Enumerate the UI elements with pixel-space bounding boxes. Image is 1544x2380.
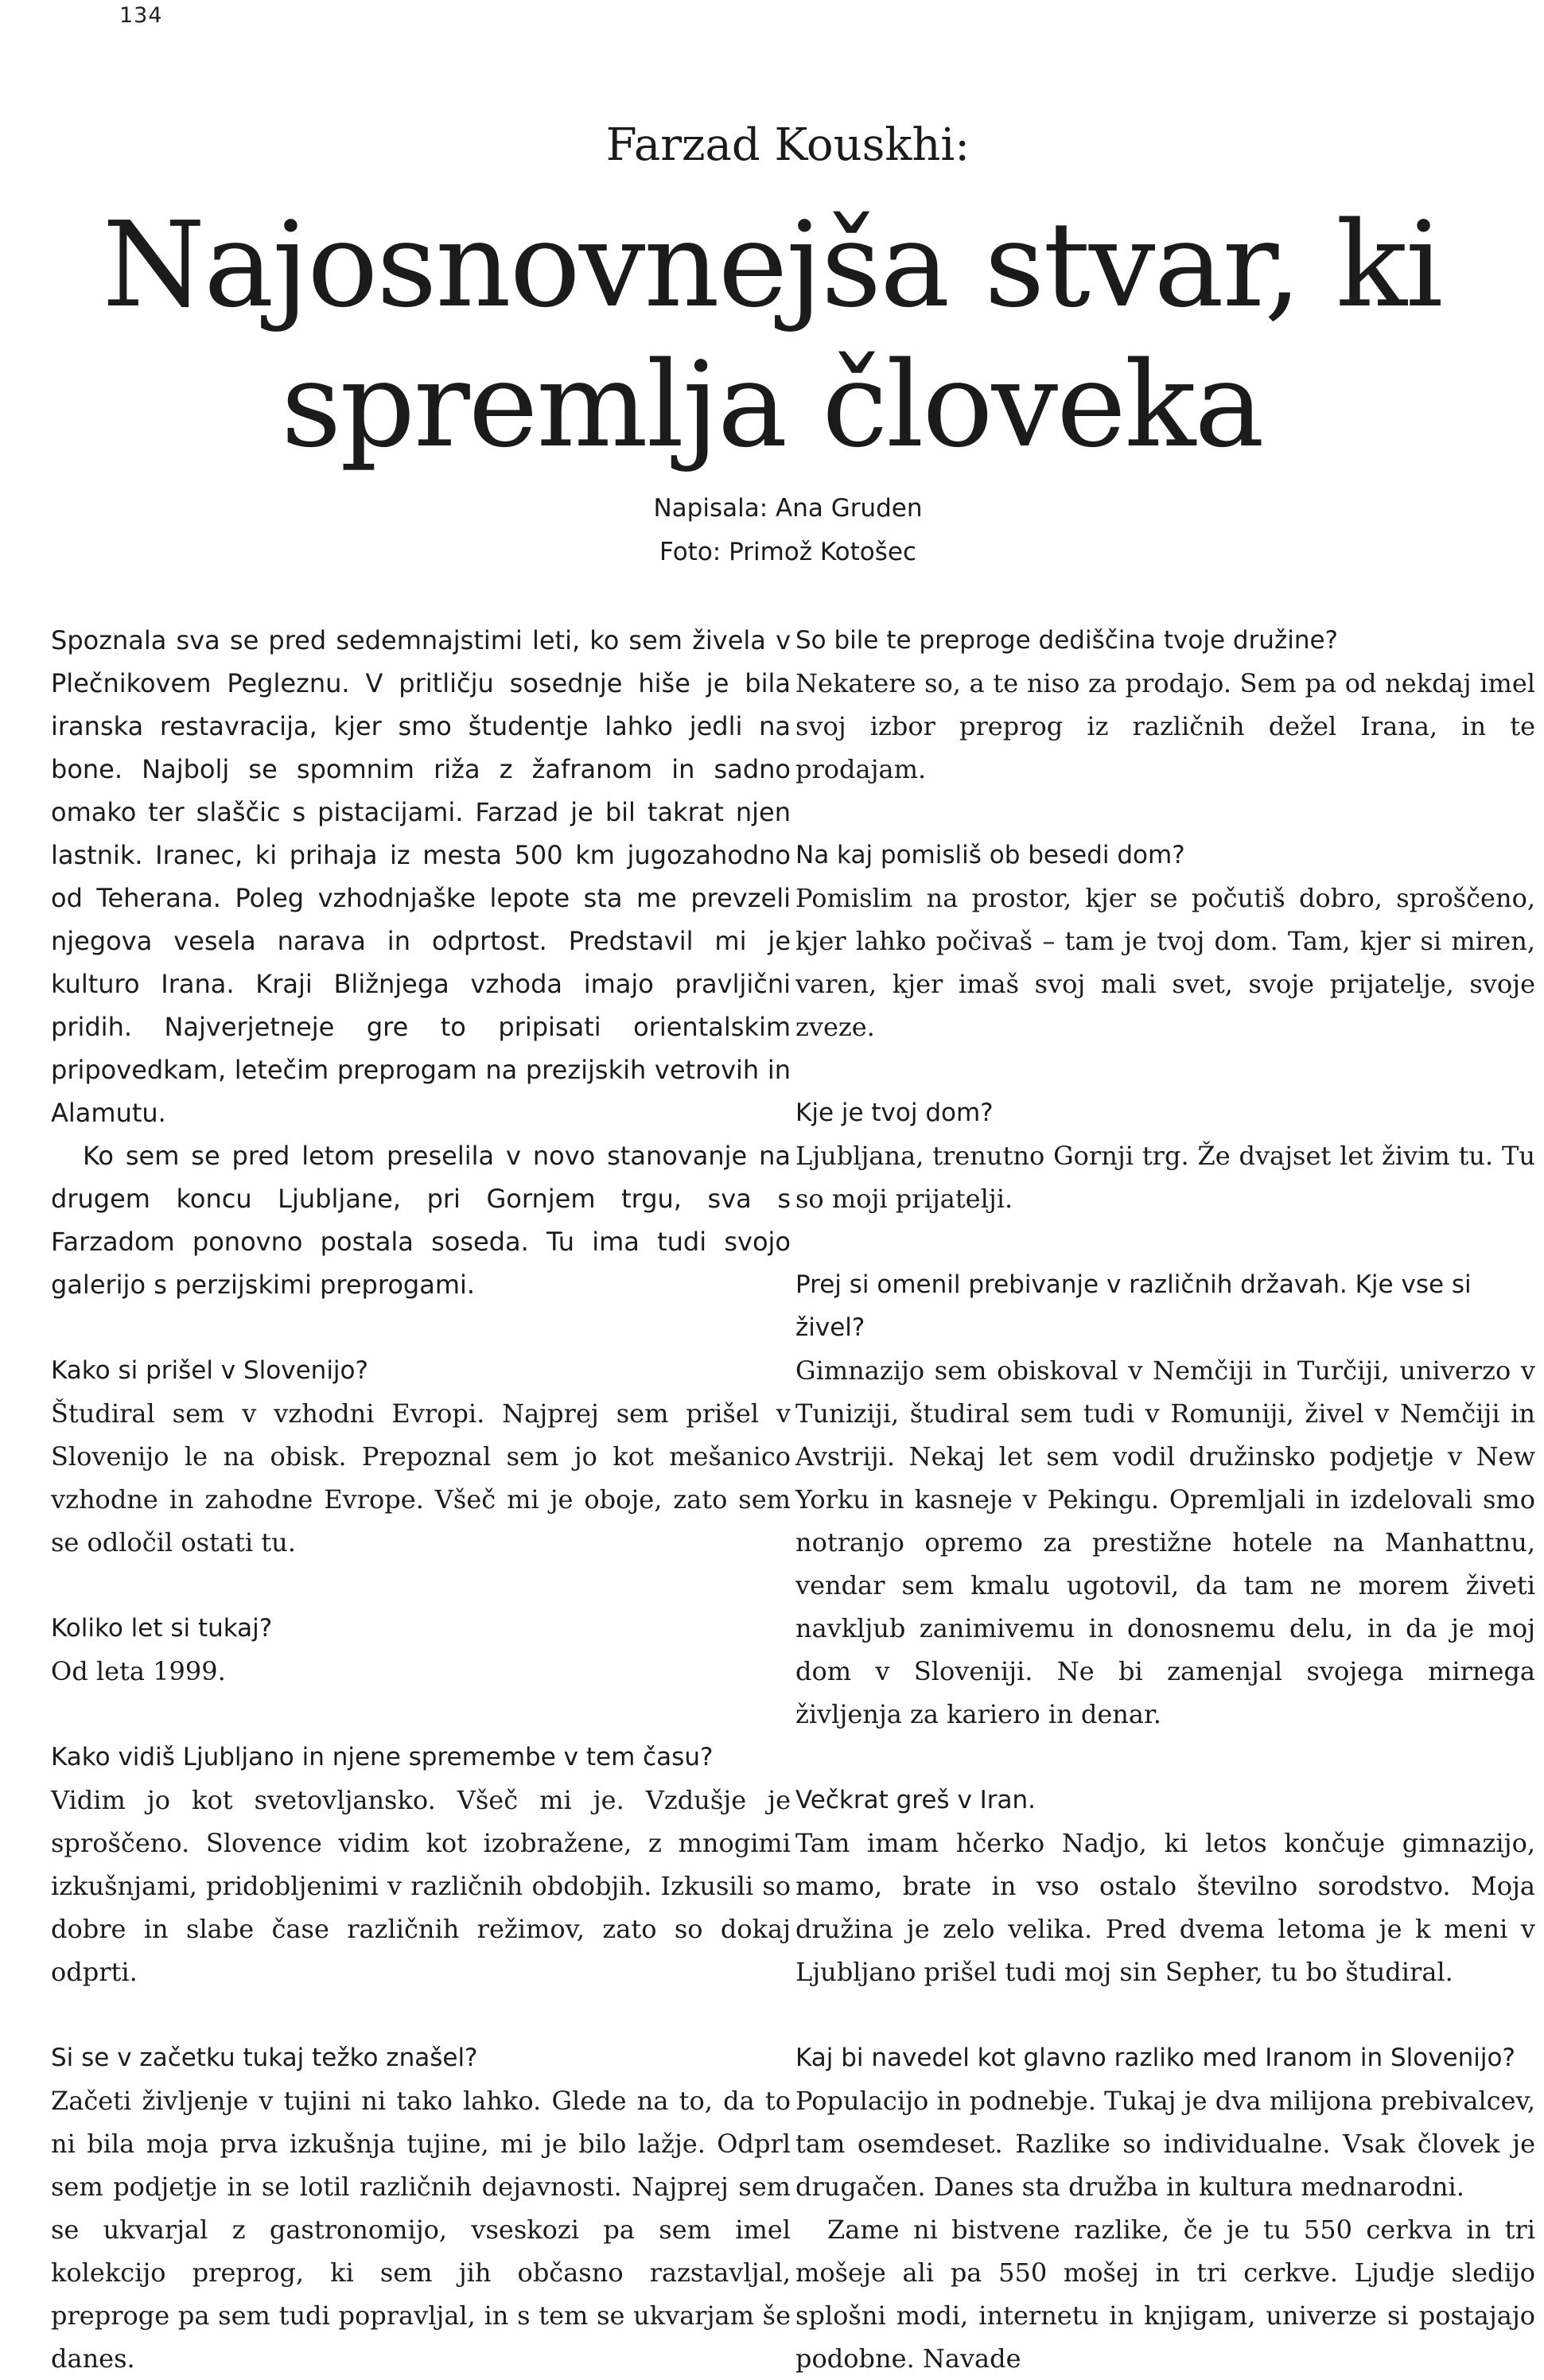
qa-block: [795, 1263, 1535, 1736]
question: Prej si omenil prebivanje v različnih državah. Kje vse si živel?: [795, 1270, 1472, 1342]
qa-block: [795, 619, 1535, 791]
answer: Populacijo in podnebje. Tukaj je dva milijona prebivalcev, tam osemdeset. Razlike so individualne. Vsak človek je drugačen. Danes sta družba in kultura mednarodni.: [795, 2086, 1535, 2202]
answer: Vidim jo kot svetovljansko. Všeč mi je. Vzdušje je sproščeno. Slovence vidim kot izobražene, z mnogimi izkušnjami, pridobljenimi v različnih obdobjih. Izkusili so dobre in slabe čase različnih režimov, zato so dokaj odprti.: [51, 1785, 791, 1987]
question: Kako si prišel v Slovenijo?: [51, 1356, 368, 1385]
qa-block: [795, 1091, 1535, 1220]
intro-paragraph-2: Ko sem se pred letom preselila v novo stanovanje na drugem koncu Ljubljane, pri Gornjem trgu, sva s Farzadom ponovno postala soseda. Tu ima tudi svojo galerijo s perzijskimi preprogami.: [51, 1141, 791, 1300]
question: So bile te preproge dediščina tvoje družine?: [795, 626, 1339, 655]
qa-block: [795, 1779, 1535, 1993]
byline-author: Napisala: Ana Gruden: [653, 494, 923, 523]
qa-block: [51, 2036, 791, 2380]
answer: Gimnazijo sem obiskoval v Nemčiji in Turčiji, univerzo v Tuniziji, študiral sem tudi v Romuniji, živel v Nemčiji in Avstriji. Nekaj let sem vodil družinsko podjetje v New Yorku in kasneje v Pekingu. Opremljali in izdelovali smo notranjo opremo za prestižne hotele na Manhattnu, vendar sem kmalu ugotovil, da tam ne morem živeti navkljub zanimivemu in donosnemu delu, in da je moj dom v Sloveniji. Ne bi zamenjal svojega mirnega življenja za kariero in denar.: [795, 1355, 1535, 1729]
title-line-1: Najosnovnejša stvar, ki: [102, 196, 1442, 333]
question: Kako vidiš Ljubljano in njene spremembe v tem času?: [51, 1743, 714, 1771]
answer: Začeti življenje v tujini ni tako lahko. Glede na to, da to ni bila moja prva izkušnja tujine, mi je bilo lažje. Odprl sem podjetje in se lotil različnih dejavnosti. Najprej sem se ukvarjal z gastronomijo, vseskozi pa sem imel kolekcijo preprog, ki sem jih občasno razstavljal, preproge pa sem tudi popravljal, in s tem se ukvarjam še danes.: [51, 2086, 791, 2374]
article-kicker: Farzad Kouskhi:: [605, 119, 970, 171]
question: Večkrat greš v Iran.: [795, 1786, 1036, 1814]
qa-block: [795, 834, 1535, 1048]
question: Na kaj pomisliš ob besedi dom?: [795, 841, 1185, 869]
question: Kaj bi navedel kot glavno razliko med Iranom in Slovenijo?: [795, 2044, 1515, 2072]
article-title: [0, 195, 1544, 475]
answer: Nekatere so, a te niso za prodajo. Sem pa od nekdaj imel svoj izbor preprog iz različnih dežel Irana, in te prodajam.: [795, 668, 1535, 784]
qa-block: [795, 2036, 1535, 2380]
left-column: [51, 619, 791, 2380]
answer: Od leta 1999.: [51, 1656, 226, 1686]
answer-continued: Zame ni bistvene razlike, če je tu 550 cerkva in tri mošeje ali pa 550 mošej in tri cerkve. Ljudje sledijo splošni modi, internetu in knjigam, univerze si postajajo podobne. Navade: [795, 2215, 1535, 2374]
byline-photo: Foto: Primož Kotošec: [659, 538, 917, 566]
question: Kje je tvoj dom?: [795, 1099, 994, 1127]
question: Koliko let si tukaj?: [51, 1614, 273, 1643]
answer: Tam imam hčerko Nadjo, ki letos končuje gimnazijo, mamo, brate in vso ostalo številno sorodstvo. Moja družina je zelo velika. Pred dvema letoma je k meni v Ljubljano prišel tudi moj sin Sepher, tu bo študiral.: [795, 1828, 1535, 1987]
intro-paragraph-1: Spoznala sva se pred sedemnajstimi leti, ko sem živela v Plečnikovem Pegleznu. V pritličju sosednje hiše je bila iranska restavracija, kjer smo študentje lahko jedli na bone. Najbolj se spomnim riža z žafranom in sadno omako ter slaščic s pistacijami. Farzad je bil takrat njen lastnik. Iranec, ki prihaja iz mesta 500 km jugozahodno od Teherana. Poleg vzhodnjaške lepote sta me prevzeli njegova vesela narava in odprtost. Predstavil mi je kulturo Irana. Kraji Bližnjega vzhoda imajo pravljični pridih. Najverjetneje gre to pripisati orientalskim pripovedkam, letečim preprogam na prezijskih vetrovih in Alamutu.: [51, 625, 791, 1128]
question: Si se v začetku tukaj težko znašel?: [51, 2044, 478, 2072]
qa-block: [51, 1736, 791, 1993]
qa-block: [51, 1349, 791, 1564]
right-column: [795, 619, 1535, 2380]
title-line-2: spremlja človeka: [281, 336, 1263, 473]
page-number: 134: [119, 3, 163, 28]
byline: [0, 487, 1544, 574]
answer: Pomislim na prostor, kjer se počutiš dobro, sproščeno, kjer lahko počivaš – tam je tvoj dom. Tam, kjer si miren, varen, kjer imaš svoj mali svet, svoje prijatelje, svoje zveze.: [795, 883, 1535, 1042]
qa-block: [51, 1607, 791, 1693]
answer: Ljubljana, trenutno Gornji trg. Že dvajset let živim tu. Tu so moji prijatelji.: [795, 1141, 1535, 1214]
answer: Študiral sem v vzhodni Evropi. Najprej sem prišel v Slovenijo le na obisk. Prepoznal sem jo kot mešanico vzhodne in zahodne Evrope. Všeč mi je oboje, zato sem se odločil ostati tu.: [51, 1398, 791, 1558]
